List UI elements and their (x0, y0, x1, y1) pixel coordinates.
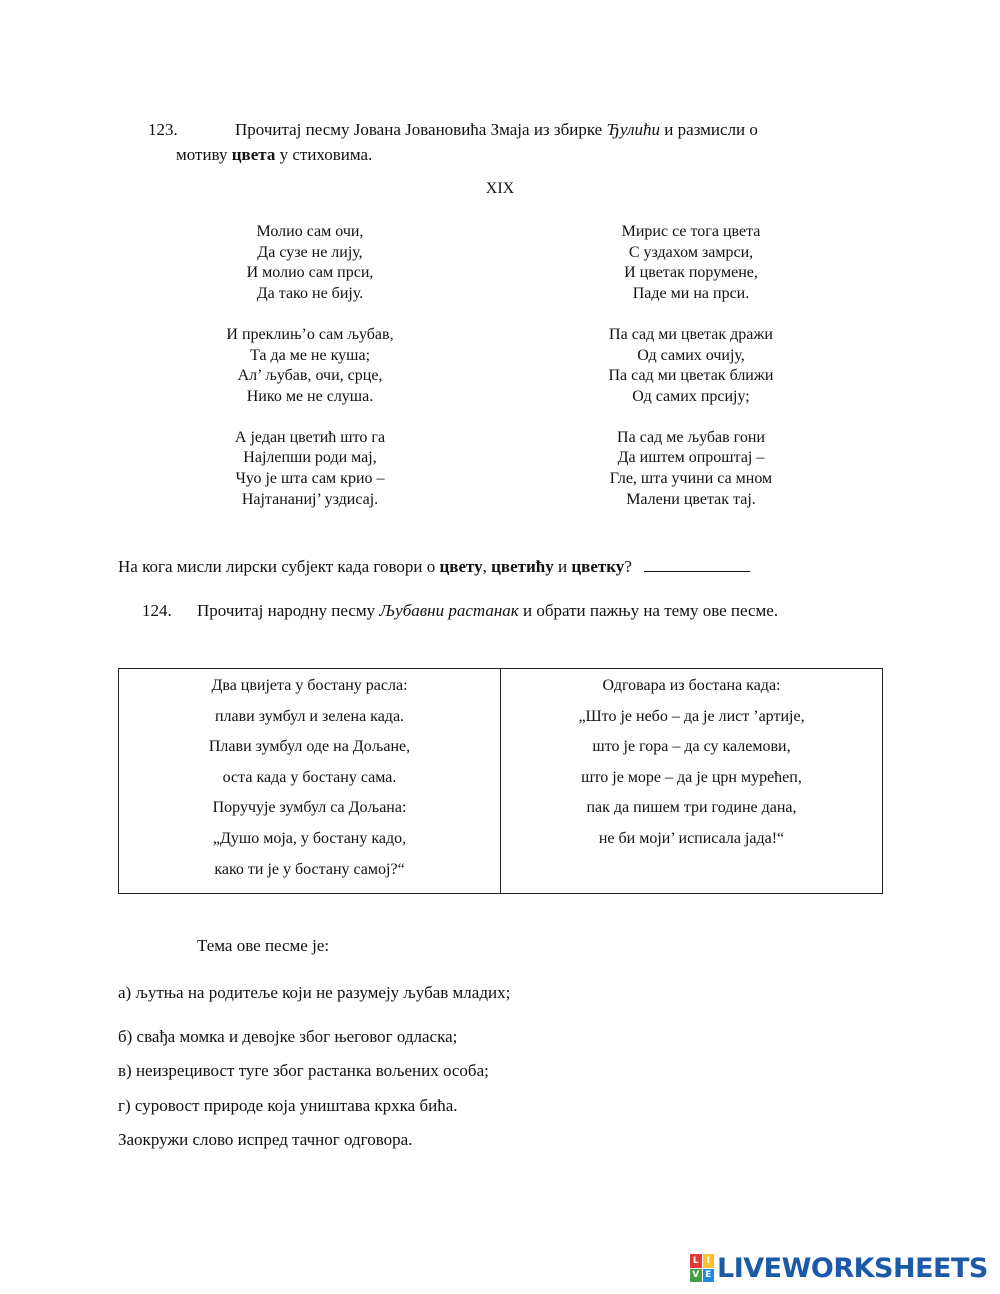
verse-line: Од самих прсију; (632, 387, 750, 405)
folk-song-table (118, 668, 883, 894)
option-a[interactable]: а) љутња на родитеље који не разумеју љубав младих; (118, 983, 511, 1002)
verse-line: Нико ме не слуша. (246, 387, 374, 405)
verse-line: Да иштем опроштај – (617, 449, 765, 467)
verse-line: Па сад ми цветак дражи (609, 325, 773, 343)
song-line: Два цвијета у бостану расла: (211, 677, 408, 694)
poem-left-column (160, 222, 460, 530)
q123-intro-line2: мотиву цвета у стиховима. (176, 145, 373, 164)
q123-question: На кога мисли лирски субјект када говори о цвету, цветићу и цветку? (118, 554, 750, 580)
verse-line: Та да ме не куша; (249, 346, 371, 364)
liveworksheets-logo (690, 1250, 988, 1286)
option-c[interactable]: в) неизрецивост туге због растанка вољених особа; (118, 1061, 489, 1080)
collection-title: Ђулићи (606, 120, 661, 139)
song-line: оста када у бостану сама. (222, 768, 397, 786)
poem-title: XIX (485, 180, 515, 197)
logo-badge-letter: L (690, 1254, 702, 1268)
q124-intro: 124. Прочитај народну песму Љубавни растанак и обрати пажњу на тему ове песме. (142, 598, 778, 624)
q124-number: 124. (142, 601, 172, 620)
verse-line: Најтананиј’ уздисај. (241, 490, 379, 508)
song-line: Поручује зумбул са Дољана: (212, 799, 407, 817)
verse-line: Паде ми на прси. (632, 285, 750, 303)
verse-line: И цветак порумене, (624, 264, 758, 282)
option-d[interactable]: г) суровост природе која уништава крхка бића. (118, 1096, 458, 1115)
verse-line: Ал’ љубав, очи, срце, (237, 367, 383, 385)
stanza (541, 428, 841, 511)
stanza (160, 428, 460, 511)
verse-line: А један цветић што га (234, 428, 386, 446)
song-title: Љубавни растанак (379, 601, 519, 620)
song-line: што је гора – да су калемови, (592, 738, 791, 756)
logo-badge-icon (690, 1254, 714, 1282)
verse-line: И преклињ’о сам љубав, (226, 325, 394, 343)
song-left-cell (119, 669, 501, 894)
stanza (541, 325, 841, 408)
verse-line: Мирис се тога цвета (621, 223, 761, 240)
stanza (160, 222, 460, 305)
verse-line: Малени цветак тај. (626, 490, 756, 508)
song-line: Плави зумбул оде на Дољане, (208, 738, 411, 756)
instruction: Заокружи слово испред тачног одговора. (118, 1130, 413, 1149)
verse-line: Па сад ми цветак ближи (608, 367, 774, 385)
song-right-cell (501, 669, 883, 894)
q123-number: 123. (148, 120, 178, 139)
verse-line: Да сузе не лију, (257, 243, 363, 261)
logo-badge-letter: I (703, 1254, 715, 1268)
logo-text: LIVEWORKSHEETS (717, 1252, 988, 1284)
verse-line: Да тако не бију. (256, 285, 364, 303)
song-line: како ти је у бостану самој?“ (214, 860, 405, 878)
stanza (541, 222, 841, 305)
song-line: што је море – да је црн мурећеп, (581, 768, 802, 786)
poem-right-column (541, 222, 841, 530)
option-b[interactable]: б) свађа момка и девојке због његовог одласка; (118, 1027, 458, 1046)
stanza (160, 325, 460, 408)
logo-badge-letter: E (703, 1269, 715, 1283)
theme-label: Тема ове песме је: (197, 936, 330, 955)
verse-line: Најлепши роди мај, (243, 449, 377, 467)
verse-line: И молио сам прси, (246, 264, 374, 282)
verse-line: С уздахом замрси, (628, 243, 754, 261)
answer-blank[interactable] (644, 557, 750, 572)
song-line: плави зумбул и зелена када. (214, 707, 405, 725)
verse-line: Гле, шта учини са мном (609, 470, 773, 488)
logo-badge-letter: V (690, 1269, 702, 1283)
q123-intro-line1: 123. Прочитај песму Јована Јовановића Змаја из збирке Ђулићи и размисли о (148, 117, 758, 143)
verse-line: Од самих очију, (637, 346, 745, 364)
flower-keyword: цвета (231, 145, 276, 164)
verse-line: Па сад ме љубав гони (617, 428, 765, 446)
verse-line: Чуо је шта сам крио – (235, 470, 385, 488)
song-line: „Што је небо – да је лист ’артије, (578, 707, 805, 725)
verse-line: Молио сам очи, (256, 223, 364, 240)
song-line: не би моји’ исписала јада!“ (598, 829, 785, 847)
song-line: „Душо моја, у бостану кадо, (212, 829, 407, 847)
song-line: Одговара из бостана када: (602, 677, 781, 694)
song-line: пак да пишем три године дана, (586, 799, 797, 817)
